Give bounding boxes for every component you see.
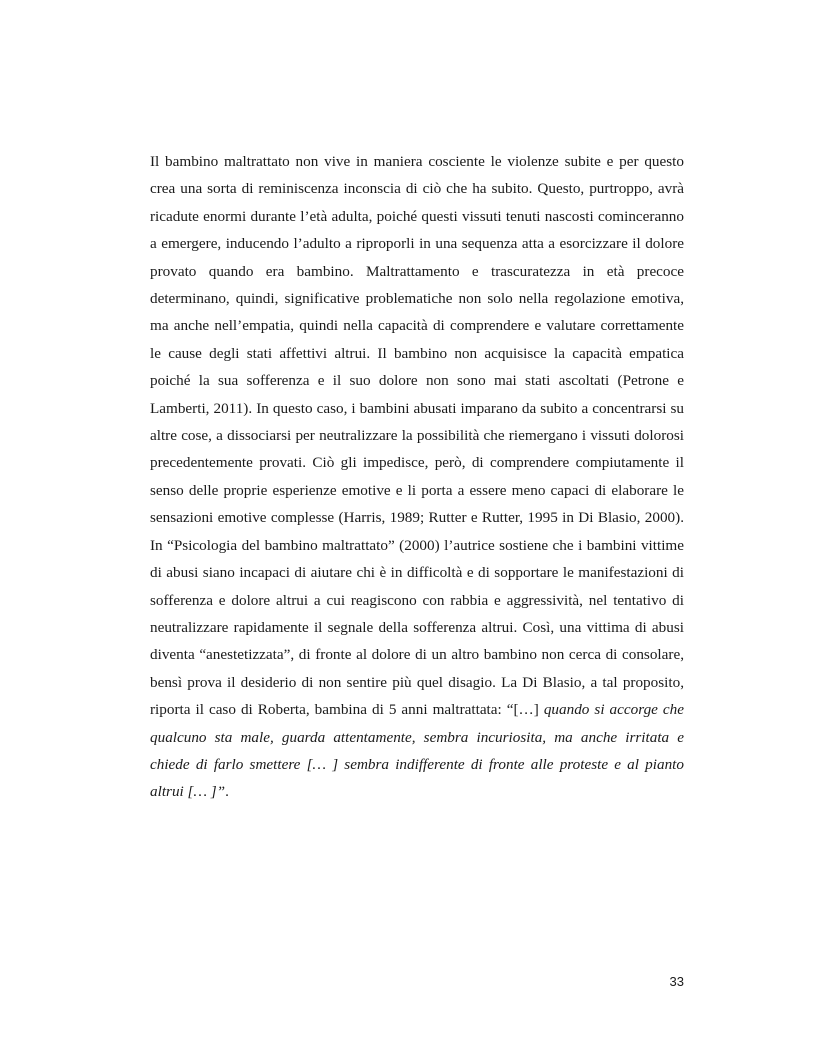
paragraph-end: . xyxy=(225,783,229,801)
body-paragraph xyxy=(150,148,684,806)
page-number: 33 xyxy=(669,974,684,989)
paragraph-text: Il bambino maltrattato non vive in maniera cosciente le violenze subite e per questo crea una sorta di reminiscenza inconscia di ciò che ha subito. Questo, purtroppo, avrà ricadute enormi durante l’età adulta, poiché questi vissuti tenuti nascosti cominceranno a emergere, inducendo l’adulto a riproporli in una sequenza atta a esorcizzare il dolore provato quando era bambino. Maltrattamento e trascuratezza in età precoce determinano, quindi, significative problematiche non solo nella regolazione emotiva, ma anche nell’empatia, quindi nella capacità di comprendere e valutare correttamente le cause degli stati affettivi altrui. Il bambino non acquisisce la capacità empatica poiché la sua sofferenza e il suo dolore non sono mai stati ascoltati (Petrone e Lamberti, 2011). In questo caso, i bambini abusati imparano da subito a concentrarsi su altre cose, a dissociarsi per neutralizzare la possibilità che riemergano i vissuti dolorosi precedentemente provati. Ciò gli impedisce, però, di comprendere compiutamente il senso delle proprie esperienze emotive e li porta a essere meno capaci di elaborare le sensazioni emotive complesse (Harris, 1989; Rutter e Rutter, 1995 in Di Blasio, 2000). In “Psicologia del bambino maltrattato” (2000) l’autrice sostiene che i bambini vittime di abusi siano incapaci di aiutare chi è in difficoltà e di sopportare le manifestazioni di sofferenza e dolore altrui a cui reagiscono con rabbia e aggressività, nel tentativo di neutralizzare rapidamente il segnale della sofferenza altrui. Così, una vittima di abusi diventa “anestetizzata”, di fronte al dolore di un altro bambino non cerca di consolare, bensì prova il desiderio di non sentire più quel disagio. La Di Blasio, a tal proposito, riporta il caso di Roberta, bambina di 5 anni maltrattata: “[…] xyxy=(150,153,684,719)
italic-quote: quando si accorge che qualcuno sta male, guarda attentamente, sembra incuriosita, ma anche irritata e chiede di farlo smettere [… ] sembra indifferente di fronte alle proteste e al pianto altrui [… ]” xyxy=(150,701,684,801)
